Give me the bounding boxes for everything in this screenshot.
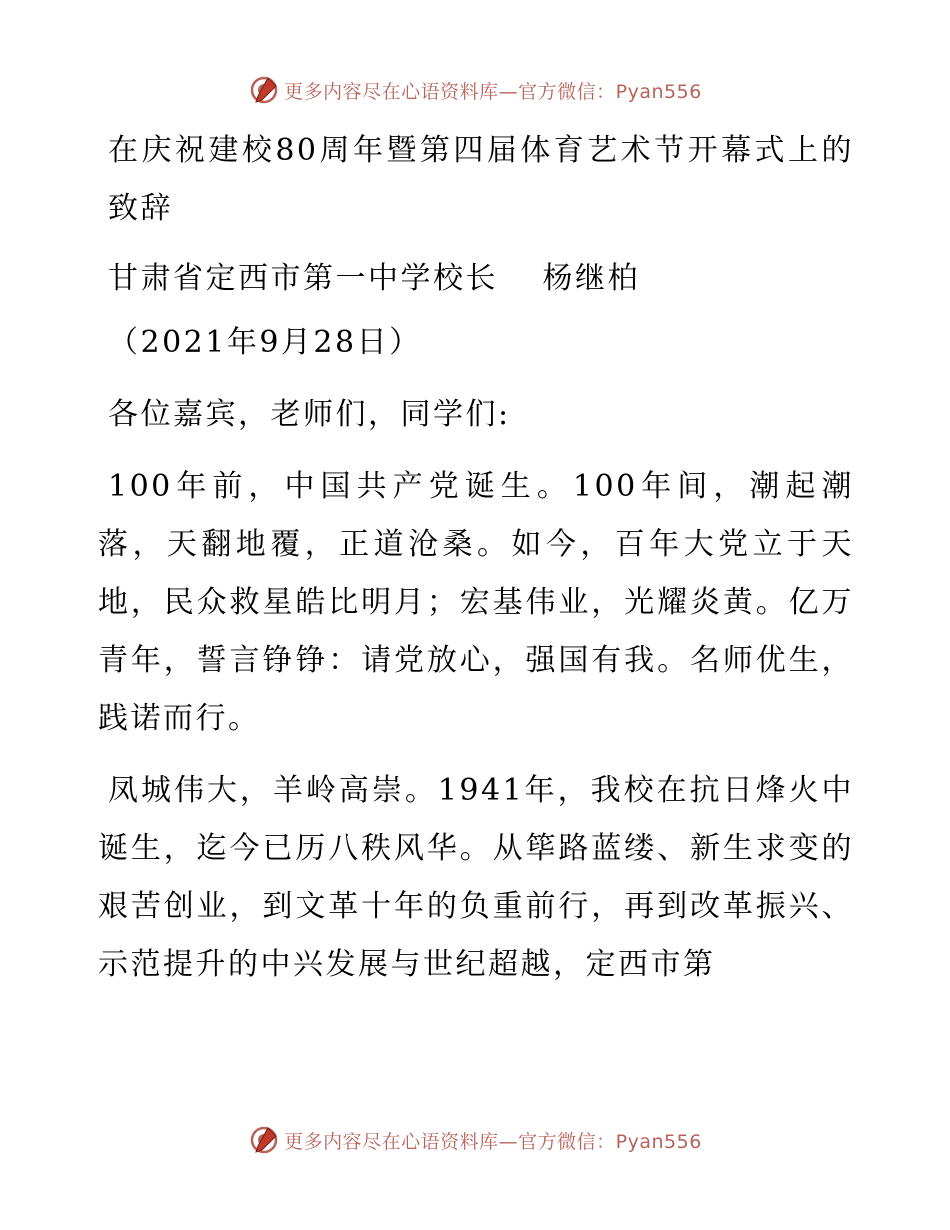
- pen-logo-icon: [248, 74, 280, 106]
- watermark-banner-bottom: [0, 1120, 950, 1160]
- watermark-banner-top: [0, 70, 950, 110]
- paragraph: 100年前，中国共产党诞生。100年间，潮起潮落，天翻地覆，正道沧桑。如今，百年大党立于天地，民众救星皓比明月；宏基伟业，光耀炎黄。亿万青年，誓言铮铮：请党放心，强国有我。名师优生，践诺而行。: [98, 469, 854, 736]
- paragraph: 凤城伟大，羊岭高崇。1941年，我校在抗日烽火中诞生，迄今已历八秩风华。从筚路蓝缕、新生求变的艰苦创业，到文革十年的负重前行，再到改革振兴、示范提升的中兴发展与世纪超越，定西市第: [98, 773, 854, 982]
- date-line: （2021年9月28日）: [108, 325, 422, 360]
- watermark-text: 更多内容尽在心语资料库—官方微信：Pyan556: [284, 1130, 702, 1153]
- watermark-text: 更多内容尽在心语资料库—官方微信：Pyan556: [284, 80, 702, 103]
- document-body: [98, 122, 854, 994]
- author-line: 甘肃省定西市第一中学校长 杨继柏: [108, 261, 641, 296]
- greeting: 各位嘉宾，老师们，同学们:: [108, 397, 511, 432]
- document-title: 在庆祝建校80周年暨第四届体育艺术节开幕式上的致辞: [108, 133, 854, 226]
- pen-logo-icon: [248, 1124, 280, 1156]
